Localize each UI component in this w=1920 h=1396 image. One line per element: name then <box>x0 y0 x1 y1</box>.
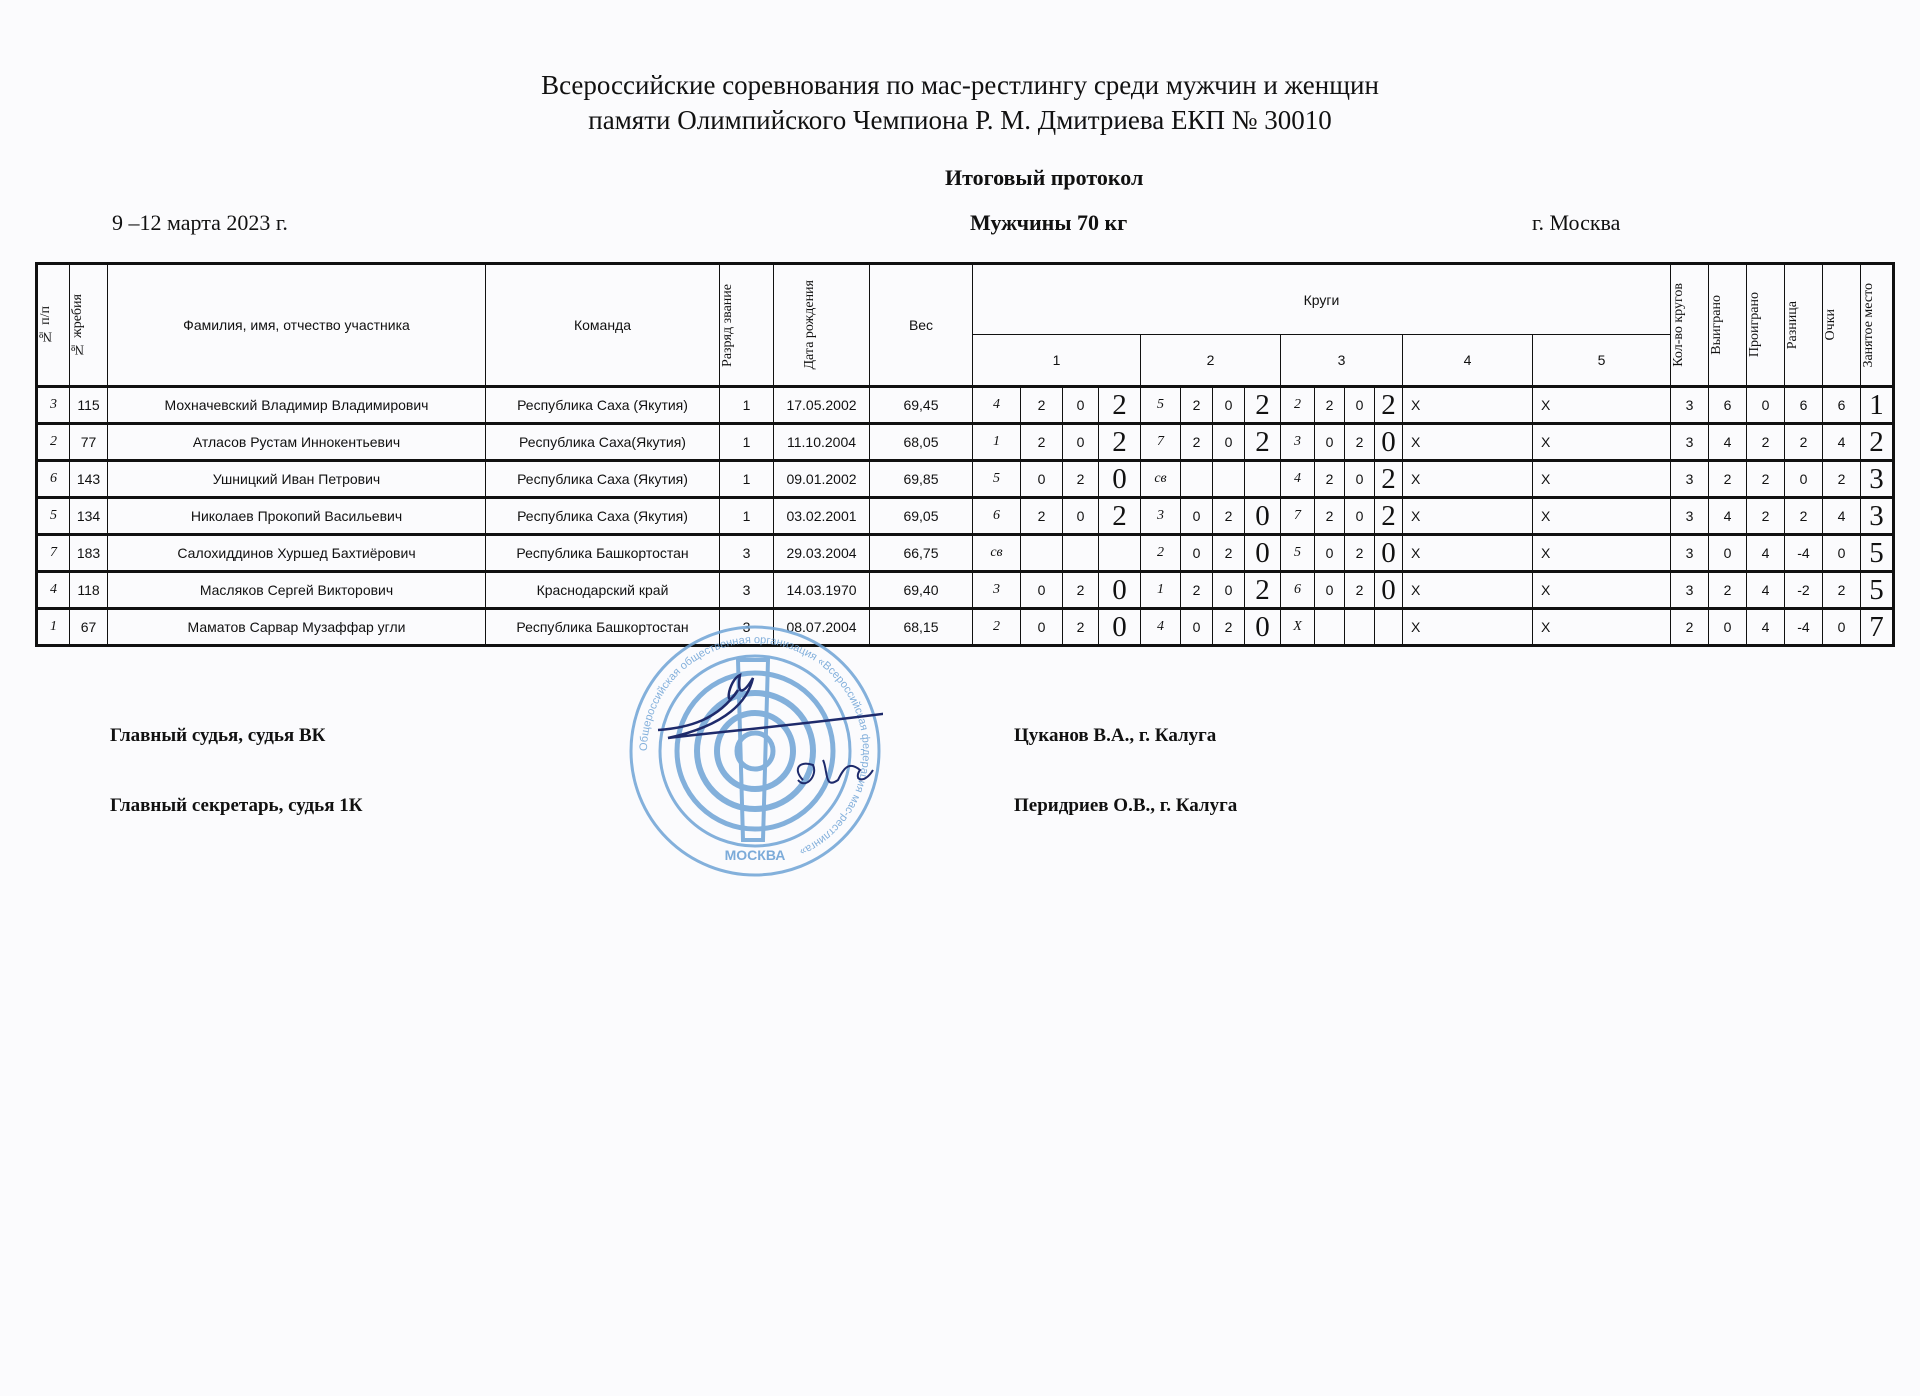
cell-name: Мохначевский Владимир Владимирович <box>108 387 486 424</box>
table-row <box>37 424 1894 461</box>
cell-diff: -2 <box>1785 572 1823 609</box>
cell-rank: 3 <box>720 572 774 609</box>
cell-r1-0: 4 <box>973 387 1021 424</box>
cell-won: 4 <box>1709 424 1747 461</box>
cell-rank: 1 <box>720 498 774 535</box>
cell-r3-2 <box>1345 609 1375 646</box>
cell-draw: 77 <box>70 424 108 461</box>
cell-rank: 1 <box>720 424 774 461</box>
cell-dob: 09.01.2002 <box>774 461 870 498</box>
cell-team: Республика Саха (Якутия) <box>486 387 720 424</box>
cell-r1-1: 2 <box>1021 498 1063 535</box>
cell-r2-0: 3 <box>1141 498 1181 535</box>
cell-num: 3 <box>37 387 70 424</box>
cell-dob: 03.02.2001 <box>774 498 870 535</box>
cell-r2-3 <box>1245 461 1281 498</box>
round-header-3: 3 <box>1281 335 1403 387</box>
cell-num: 6 <box>37 461 70 498</box>
cell-lost: 2 <box>1747 424 1785 461</box>
chief-judge-label: Главный судья, судья ВК <box>110 725 326 746</box>
cell-r2-1: 0 <box>1181 498 1213 535</box>
cell-weight: 68,15 <box>870 609 973 646</box>
cell-r2-2: 0 <box>1213 572 1245 609</box>
cell-r4: X <box>1403 609 1533 646</box>
cell-rank: 1 <box>720 461 774 498</box>
cell-points: 2 <box>1823 461 1861 498</box>
cell-r3-3: 2 <box>1375 498 1403 535</box>
cell-lost: 2 <box>1747 498 1785 535</box>
cell-diff: 2 <box>1785 498 1823 535</box>
cell-r2-2: 2 <box>1213 609 1245 646</box>
cell-r1-2: 0 <box>1063 387 1099 424</box>
cell-rounds-count: 3 <box>1671 572 1709 609</box>
cell-draw: 118 <box>70 572 108 609</box>
cell-r5: X <box>1533 572 1671 609</box>
official-stamp <box>628 620 883 882</box>
cell-place: 3 <box>1861 461 1894 498</box>
cell-r3-0: 2 <box>1281 387 1315 424</box>
col-header-points: Очки <box>1823 264 1861 387</box>
cell-diff: 0 <box>1785 461 1823 498</box>
cell-r1-0: 2 <box>973 609 1021 646</box>
cell-r3-2: 0 <box>1345 498 1375 535</box>
cell-rounds-count: 3 <box>1671 535 1709 572</box>
cell-r4: X <box>1403 498 1533 535</box>
cell-r5: X <box>1533 609 1671 646</box>
chief-secretary-name: Перидриев О.В., г. Калуга <box>1014 795 1238 816</box>
cell-r2-1: 2 <box>1181 572 1213 609</box>
col-header-team: Команда <box>486 264 720 387</box>
cell-name: Салохиддинов Хуршед Бахтиёрович <box>108 535 486 572</box>
cell-team: Республика Башкортостан <box>486 535 720 572</box>
table-row <box>37 535 1894 572</box>
cell-r1-1: 0 <box>1021 461 1063 498</box>
col-header-rank: Разряд звание <box>720 264 774 387</box>
cell-place: 7 <box>1861 609 1894 646</box>
cell-r3-2: 0 <box>1345 387 1375 424</box>
cell-diff: 2 <box>1785 424 1823 461</box>
table-row <box>37 461 1894 498</box>
cell-r2-3: 2 <box>1245 424 1281 461</box>
cell-diff: -4 <box>1785 609 1823 646</box>
cell-r4: X <box>1403 424 1533 461</box>
cell-r2-0: 4 <box>1141 609 1181 646</box>
round-header-1: 1 <box>973 335 1141 387</box>
cell-weight: 69,85 <box>870 461 973 498</box>
cell-r2-0: 7 <box>1141 424 1181 461</box>
cell-r1-3 <box>1099 535 1141 572</box>
cell-r1-2: 2 <box>1063 572 1099 609</box>
round-header-4: 4 <box>1403 335 1533 387</box>
cell-r1-1 <box>1021 535 1063 572</box>
cell-name: Ушницкий Иван Петрович <box>108 461 486 498</box>
cell-r3-1: 2 <box>1315 498 1345 535</box>
cell-r2-3: 0 <box>1245 609 1281 646</box>
cell-r3-0: X <box>1281 609 1315 646</box>
cell-r1-3: 0 <box>1099 572 1141 609</box>
table-row <box>37 387 1894 424</box>
cell-r3-2: 2 <box>1345 572 1375 609</box>
weight-category: Мужчины 70 кг <box>970 210 1128 235</box>
cell-r2-2 <box>1213 461 1245 498</box>
cell-lost: 0 <box>1747 387 1785 424</box>
cell-r1-3: 2 <box>1099 424 1141 461</box>
cell-rounds-count: 3 <box>1671 424 1709 461</box>
cell-won: 0 <box>1709 535 1747 572</box>
cell-rank: 1 <box>720 387 774 424</box>
cell-r3-3 <box>1375 609 1403 646</box>
chief-secretary-label: Главный секретарь, судья 1К <box>110 795 363 816</box>
cell-points: 4 <box>1823 424 1861 461</box>
cell-points: 2 <box>1823 572 1861 609</box>
cell-r3-2: 2 <box>1345 424 1375 461</box>
cell-r3-3: 0 <box>1375 424 1403 461</box>
cell-r1-3: 0 <box>1099 609 1141 646</box>
cell-diff: -4 <box>1785 535 1823 572</box>
cell-r2-1: 2 <box>1181 387 1213 424</box>
cell-r4: X <box>1403 387 1533 424</box>
cell-lost: 4 <box>1747 609 1785 646</box>
cell-dob: 08.07.2004 <box>774 609 870 646</box>
cell-won: 0 <box>1709 609 1747 646</box>
cell-r3-0: 3 <box>1281 424 1315 461</box>
cell-rounds-count: 3 <box>1671 461 1709 498</box>
cell-won: 2 <box>1709 461 1747 498</box>
results-body <box>37 387 1894 646</box>
cell-draw: 143 <box>70 461 108 498</box>
cell-r1-0: 1 <box>973 424 1021 461</box>
cell-team: Краснодарский край <box>486 572 720 609</box>
cell-r2-1 <box>1181 461 1213 498</box>
cell-num: 7 <box>37 535 70 572</box>
cell-r1-3: 2 <box>1099 387 1141 424</box>
cell-team: Республика Башкортостан <box>486 609 720 646</box>
cell-r3-3: 2 <box>1375 461 1403 498</box>
cell-r4: X <box>1403 535 1533 572</box>
cell-rank: 3 <box>720 535 774 572</box>
col-header-rounds: Круги <box>973 264 1671 335</box>
cell-r2-0: 5 <box>1141 387 1181 424</box>
col-header-num: № п/п <box>37 264 70 387</box>
table-row <box>37 609 1894 646</box>
round-header-5: 5 <box>1533 335 1671 387</box>
cell-name: Масляков Сергей Викторович <box>108 572 486 609</box>
cell-rounds-count: 3 <box>1671 498 1709 535</box>
cell-points: 0 <box>1823 535 1861 572</box>
cell-r3-3: 0 <box>1375 572 1403 609</box>
cell-r1-2 <box>1063 535 1099 572</box>
cell-r2-0: 2 <box>1141 535 1181 572</box>
cell-r2-0: св <box>1141 461 1181 498</box>
cell-place: 2 <box>1861 424 1894 461</box>
cell-name: Атласов Рустам Иннокентьевич <box>108 424 486 461</box>
col-header-place: Занятое место <box>1861 264 1894 387</box>
cell-dob: 17.05.2002 <box>774 387 870 424</box>
cell-r4: X <box>1403 572 1533 609</box>
cell-r2-0: 1 <box>1141 572 1181 609</box>
cell-r2-3: 2 <box>1245 387 1281 424</box>
cell-num: 2 <box>37 424 70 461</box>
col-header-rounds-count: Кол-во кругов <box>1671 264 1709 387</box>
table-row <box>37 498 1894 535</box>
cell-r1-2: 0 <box>1063 424 1099 461</box>
col-header-weight: Вес <box>870 264 973 387</box>
cell-r3-3: 2 <box>1375 387 1403 424</box>
cell-r3-1: 0 <box>1315 535 1345 572</box>
cell-r3-0: 7 <box>1281 498 1315 535</box>
cell-r3-0: 6 <box>1281 572 1315 609</box>
cell-r1-2: 2 <box>1063 609 1099 646</box>
cell-r3-1 <box>1315 609 1345 646</box>
cell-place: 5 <box>1861 535 1894 572</box>
cell-r1-1: 0 <box>1021 609 1063 646</box>
results-table <box>35 262 1895 647</box>
col-header-draw: № жребия <box>70 264 108 387</box>
col-header-lost: Проиграно <box>1747 264 1785 387</box>
cell-team: Республика Саха(Якутия) <box>486 424 720 461</box>
cell-r3-0: 4 <box>1281 461 1315 498</box>
cell-points: 4 <box>1823 498 1861 535</box>
cell-r2-2: 0 <box>1213 424 1245 461</box>
competition-city: г. Москва <box>1532 210 1621 235</box>
cell-r1-0: 3 <box>973 572 1021 609</box>
cell-r3-1: 0 <box>1315 424 1345 461</box>
cell-r3-2: 2 <box>1345 535 1375 572</box>
cell-weight: 69,05 <box>870 498 973 535</box>
cell-lost: 4 <box>1747 572 1785 609</box>
cell-dob: 11.10.2004 <box>774 424 870 461</box>
stamp-ring-text: Общероссийская общественная организация «Всероссийская федерация мас-рестлинга» <box>637 633 873 858</box>
cell-r3-0: 5 <box>1281 535 1315 572</box>
cell-draw: 67 <box>70 609 108 646</box>
cell-lost: 2 <box>1747 461 1785 498</box>
protocol-title: Итоговый протокол <box>945 165 1144 190</box>
cell-r3-1: 2 <box>1315 461 1345 498</box>
col-header-diff: Разница <box>1785 264 1823 387</box>
cell-r5: X <box>1533 535 1671 572</box>
cell-r2-3: 0 <box>1245 498 1281 535</box>
cell-r2-3: 2 <box>1245 572 1281 609</box>
cell-r2-2: 0 <box>1213 387 1245 424</box>
col-header-won: Выиграно <box>1709 264 1747 387</box>
stamp-city: МОСКВА <box>724 847 786 863</box>
chief-judge-name: Цуканов В.А., г. Калуга <box>1014 725 1217 746</box>
cell-r5: X <box>1533 461 1671 498</box>
cell-points: 6 <box>1823 387 1861 424</box>
cell-r2-1: 2 <box>1181 424 1213 461</box>
cell-r1-2: 2 <box>1063 461 1099 498</box>
cell-weight: 68,05 <box>870 424 973 461</box>
cell-team: Республика Саха (Якутия) <box>486 461 720 498</box>
table-header-row <box>37 264 1894 335</box>
cell-draw: 115 <box>70 387 108 424</box>
cell-draw: 134 <box>70 498 108 535</box>
cell-r2-3: 0 <box>1245 535 1281 572</box>
cell-r2-2: 2 <box>1213 535 1245 572</box>
cell-place: 3 <box>1861 498 1894 535</box>
cell-r1-1: 2 <box>1021 387 1063 424</box>
cell-r1-3: 2 <box>1099 498 1141 535</box>
cell-weight: 69,40 <box>870 572 973 609</box>
cell-r1-0: св <box>973 535 1021 572</box>
cell-r1-1: 0 <box>1021 572 1063 609</box>
cell-r3-2: 0 <box>1345 461 1375 498</box>
cell-rank: 3 <box>720 609 774 646</box>
cell-dob: 29.03.2004 <box>774 535 870 572</box>
cell-rounds-count: 3 <box>1671 387 1709 424</box>
cell-won: 2 <box>1709 572 1747 609</box>
cell-r3-1: 2 <box>1315 387 1345 424</box>
cell-r4: X <box>1403 461 1533 498</box>
cell-r5: X <box>1533 387 1671 424</box>
cell-num: 5 <box>37 498 70 535</box>
cell-r1-1: 2 <box>1021 424 1063 461</box>
cell-r2-2: 2 <box>1213 498 1245 535</box>
round-header-2: 2 <box>1141 335 1281 387</box>
competition-dates: 9 –12 марта 2023 г. <box>112 210 288 235</box>
cell-lost: 4 <box>1747 535 1785 572</box>
cell-num: 1 <box>37 609 70 646</box>
cell-dob: 14.03.1970 <box>774 572 870 609</box>
cell-r1-0: 6 <box>973 498 1021 535</box>
cell-name: Николаев Прокопий Васильевич <box>108 498 486 535</box>
cell-weight: 66,75 <box>870 535 973 572</box>
cell-diff: 6 <box>1785 387 1823 424</box>
cell-r2-1: 0 <box>1181 609 1213 646</box>
cell-place: 5 <box>1861 572 1894 609</box>
cell-r1-3: 0 <box>1099 461 1141 498</box>
cell-r3-3: 0 <box>1375 535 1403 572</box>
cell-won: 6 <box>1709 387 1747 424</box>
cell-rounds-count: 2 <box>1671 609 1709 646</box>
cell-points: 0 <box>1823 609 1861 646</box>
cell-name: Маматов Сарвар Музаффар угли <box>108 609 486 646</box>
cell-place: 1 <box>1861 387 1894 424</box>
col-header-dob: Дата рождения <box>774 264 870 387</box>
cell-num: 4 <box>37 572 70 609</box>
cell-r5: X <box>1533 498 1671 535</box>
cell-weight: 69,45 <box>870 387 973 424</box>
header-line-1: Всероссийские соревнования по мас-рестлингу среди мужчин и женщин <box>541 70 1379 100</box>
cell-r3-1: 0 <box>1315 572 1345 609</box>
cell-r5: X <box>1533 424 1671 461</box>
cell-r1-0: 5 <box>973 461 1021 498</box>
header-line-2: памяти Олимпийского Чемпиона Р. М. Дмитриева ЕКП № 30010 <box>588 105 1332 135</box>
cell-team: Республика Саха (Якутия) <box>486 498 720 535</box>
table-row <box>37 572 1894 609</box>
cell-draw: 183 <box>70 535 108 572</box>
cell-won: 4 <box>1709 498 1747 535</box>
col-header-name: Фамилия, имя, отчество участника <box>108 264 486 387</box>
cell-r2-1: 0 <box>1181 535 1213 572</box>
cell-r1-2: 0 <box>1063 498 1099 535</box>
